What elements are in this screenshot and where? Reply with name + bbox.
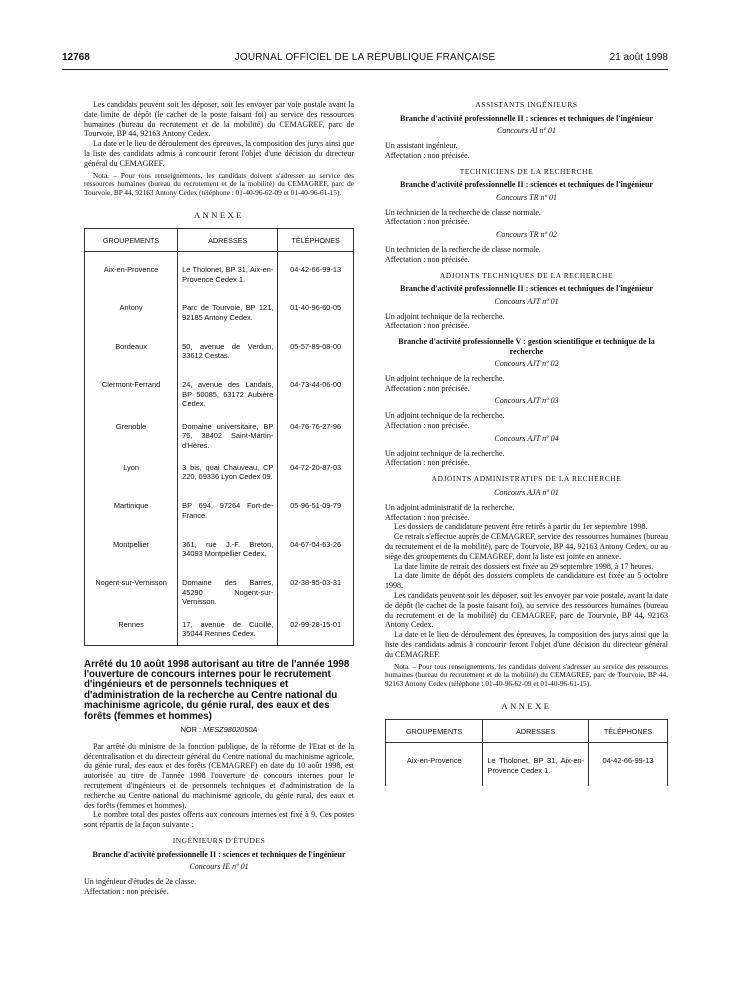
journal-title: JOURNAL OFFICIEL DE LA RÉPUBLIQUE FRANÇAISE [234,52,496,63]
adresse-cell: 361, rue J.-F. Breton, 34093 Montpellier Cedex. [178,527,278,566]
right-column [385,100,668,786]
groupement-cell: Antony [85,290,178,329]
table-body [85,252,354,645]
post-line: Un adjoint technique de la recherche. [385,411,505,421]
table-body [386,743,668,787]
groupement-cell: Aix-en-Provence [85,252,178,291]
adresse-cell: Domaine des Barres, 45290 Nogent-sur-Vernisson. [178,565,278,606]
nor-code: MESZ9802050A [203,725,258,735]
column-header-groupements: GROUPEMENTS [85,229,178,252]
telephone-cell: 04-72-20-87-03 [278,450,354,489]
page-header [62,52,668,66]
left-column [84,100,354,897]
concours-label: Concours AJT nº 01 [494,296,559,306]
telephone-cell: 04-42-66-99-13 [589,743,668,787]
arrete-title: Arrêté du 10 août 1998 autorisant au titre de l'année 1998 l'ouverture de concours internes pour le recrutement d'ingénieurs et de personnels techniques et d'administration de la recherche au Centre national du machinisme agricole, du génie rural, des eaux et des forêts (femmes et hommes) [84,658,350,722]
groupement-cell: Aix-en-Provence [386,743,483,787]
branch-title: Branche d'activité professionnelle II : sciences et techniques de l'ingénieur [400,180,653,190]
table-row [386,743,668,787]
post-line: Un adjoint administratif de la recherche. [385,502,515,512]
paragraph: Les candidats peuvent soit les déposer, soit les envoyer par voie postale avant la date limite de dépôt (le cachet de la poste faisant foi) au service des ressources humaines (bureau du recrutement et de la mobilité) du CEMAGREF, parc de Tourvoie, BP 44, 92163 Antony Cedex. [84,100,354,139]
paragraph: La date limite de retrait des dossiers est fixée au 29 septembre 1998, à 17 heures. [394,561,654,571]
telephone-cell: 04-42-66-99-13 [278,252,354,291]
nota-note: Nota. – Pour tous renseignements, les candidats doivent s'adresser au service des ressources humaines (bureau du recrutement et de la mobilité) du CEMAGREF, parc de Tourvoie, BP 44, 92163 Antony Cedex (téléphone : 01-40-96-62-09 et 01-40-96-61-15). [84,170,354,197]
concours-label: Concours AJT nº 04 [494,433,559,443]
groupement-cell: Bordeaux [85,329,178,368]
groupement-cell: Martinique [85,488,178,527]
table-row [85,565,354,606]
nor-reference [84,725,354,735]
branch-title: Branche d'activité professionnelle II : sciences et techniques de l'ingénieur [400,284,653,294]
adresse-cell: Le Tholonet, BP 31, Aix-en-Provence Cedex 1. [178,252,278,291]
paragraph: Les dossiers de candidature peuvent être retirés à partir du 1er septembre 1998. [394,522,648,532]
groupements-table [385,719,668,786]
column-header-telephones: TÉLÉPHONES [589,720,668,743]
affectation-line: Affectation : non précisée. [385,420,470,430]
affectation-line: Affectation : non précisée. [385,458,470,468]
affectation-line: Affectation : non précisée. [385,321,470,331]
branch-title: Branche d'activité professionnelle II : sciences et techniques de l'ingénieur [92,849,346,859]
annexe-heading: ANNEXE [194,209,244,220]
telephone-cell: 01-40-96-60-05 [278,290,354,329]
concours-label: Concours AI nº 01 [497,126,556,136]
telephone-cell: 05-96-51-09-79 [278,488,354,527]
column-header-adresses: ADRESSES [178,229,278,252]
paragraph: Les candidats peuvent soit les déposer, soit les envoyer par voie postale, avant la date de dépôt (le cachet de la poste faisant foi), au service des ressources humaines (bureau du recrutement et de la mobilité) du CEMAGREF, parc de Tourvoie, BP 44, 92163 Antony Cedex. [385,590,668,630]
table-row [85,367,354,408]
header-rule [62,69,668,70]
nor-label: NOR : [180,725,204,735]
adresse-cell: 17, avenue de Cucillé, 35044 Rennes Cedex. [178,607,278,646]
telephone-cell: 04-76-76-27-96 [278,409,354,450]
telephone-cell: 02-38-95-03-31 [278,565,354,606]
affectation-line: Affectation : non précisée. [385,512,470,522]
groupement-cell: Grenoble [85,409,178,450]
issue-date: 21 août 1998 [609,52,668,63]
groupement-cell: Montpellier [85,527,178,566]
affectation-line: Affectation : non précisée. [385,217,470,227]
table-row [85,450,354,489]
concours-label: Concours IE nº 01 [189,862,249,872]
table-row [85,329,354,368]
page-number: 12768 [62,52,90,63]
paragraph: La date et le lieu de déroulement des épreuves, la composition des jurys ainsi que la liste des candidats admis à concourir feront l'objet d'une décision du directeur général du CEMAGREF. [385,630,668,659]
concours-label: Concours TR nº 02 [496,230,557,240]
affectation-line: Affectation : non précisée. [84,886,169,896]
paragraph: Le nombre total des postes offerts aux concours internes est fixé à 9. Ces postes sont répartis de la façon suivante : [84,810,354,830]
adresse-cell: 50, avenue de Verdun, 33612 Cestas. [178,329,278,368]
paragraph: Par arrêté du ministre de la fonction publique, de la réforme de l'Etat et de la décentralisation et du directeur général du Centre national du machinisme agricole, du génie rural, des eaux et des forêts (CEMAGREF) en date du 10 août 1998, est autorisée au titre de l'année 1998 l'ouverture de concours internes pour le recrutement d'ingénieurs et de personnels techniques et d'administration de la recherche au Centre national du machinisme agricole, du génie rural, des eaux et des forêts (femmes et hommes). [84,741,354,810]
post-line: Un technicien de la recherche de classe normale. [385,207,541,217]
table-row [85,252,354,291]
adresse-cell: 24, avenue des Landais, BP 50085, 63172 Aubière Cedex. [178,367,278,408]
annexe-heading: ANNEXE [501,700,552,711]
telephone-cell: 02-99-28-15-01 [278,607,354,646]
table-header-row [85,229,354,252]
telephone-cell: 04-73-44-06-00 [278,367,354,408]
section-heading: TECHNICIENS DE LA RECHERCHE [459,166,594,176]
nota-note: Nota. – Pour tous renseignements, les candidats doivent s'adresser au service des ressources humaines (bureau du recrutement et de la mobilité) du CEMAGREF, parc de Tourvoie, BP 44, 92163 Antony Cedex (téléphone : 01-40-96-62-09 et 01-40-96-61-15). [385,661,668,688]
section-heading: ADJOINTS TECHNIQUES DE LA RECHERCHE [439,270,614,280]
adresse-cell: Domaine universitaire, BP 76, 38402 Saint-Martin-d'Hères. [178,409,278,450]
column-header-telephones: TÉLÉPHONES [278,229,354,252]
adresse-cell: 3 bis, quai Chauveau, CP 220, 69336 Lyon Cedex 09. [178,450,278,489]
telephone-cell: 04-67-04-63-26 [278,527,354,566]
column-header-adresses: ADRESSES [483,720,589,743]
groupement-cell: Clermont-Ferrand [85,367,178,408]
section-heading: ASSISTANTS INGÉNIEURS [475,100,578,109]
paragraph: La date et le lieu de déroulement des épreuves, la composition des jurys ainsi que la liste des candidats admis à concourir feront l'objet d'une décision du directeur général du CEMAGREF. [84,139,354,168]
concours-label: Concours TR nº 01 [496,192,557,202]
table-header-row [386,720,668,743]
affectation-line: Affectation : non précisée. [385,383,470,393]
post-line: Un assistant ingénieur. [385,141,458,150]
post-line: Un adjoint technique de la recherche. [385,373,505,383]
table-row [85,488,354,527]
concours-label: Concours AJA nº 01 [494,487,559,497]
groupement-cell: Nogent-sur-Vernisson [85,565,178,606]
paragraph: La date limite de dépôt des dossiers complets de candidature est fixée au 5 octobre 1998. [385,571,668,591]
paragraph: Ce retrait s'effectue auprès de CEMAGREF, service des ressources humaines (bureau du recrutement et de la mobilité), parc de Tourvoie, BP 44, 92163 Antony Cedex, ou au siège des groupements du CEMAGREF, dont la liste est jointe en annexe. [385,532,668,561]
table-row [85,290,354,329]
telephone-cell: 05-57-89-08-00 [278,329,354,368]
groupements-table [84,228,354,645]
adresse-cell: Le Tholonet, BP 31, Aix-en-Provence Cedex 1. [483,743,589,787]
branch-title: Branche d'activité professionnelle V : gestion scientifique et technique de la recherche [398,337,655,356]
adresse-cell: Parc de Tourvoie, BP 121, 92185 Antony Cedex. [178,290,278,329]
table-row [85,409,354,450]
branch-title: Branche d'activité professionnelle II : sciences et techniques de l'ingénieur [400,113,653,123]
groupement-cell: Rennes [85,607,178,646]
table-row [85,527,354,566]
table-row [85,607,354,646]
concours-label: Concours AJT nº 02 [494,358,559,368]
affectation-line: Affectation : non précisée. [385,254,470,264]
section-heading: ADJOINTS ADMINISTRATIFS DE LA RECHERCHE [431,474,622,484]
column-header-groupements: GROUPEMENTS [386,720,483,743]
concours-label: Concours AJT nº 03 [494,396,559,406]
post-line: Un technicien de la recherche de classe normale. [385,244,541,254]
groupement-cell: Lyon [85,450,178,489]
post-line: Un adjoint technique de la recherche. [385,311,505,321]
post-line: Un ingénieur d'études de 2e classe. [84,877,197,887]
section-heading: INGÉNIEURS D'ÉTUDES [172,836,266,846]
post-line: Un adjoint technique de la recherche. [385,448,505,458]
adresse-cell: BP 694, 97264 Fort-de-France. [178,488,278,527]
affectation-line: Affectation : non précisée. [385,150,470,160]
